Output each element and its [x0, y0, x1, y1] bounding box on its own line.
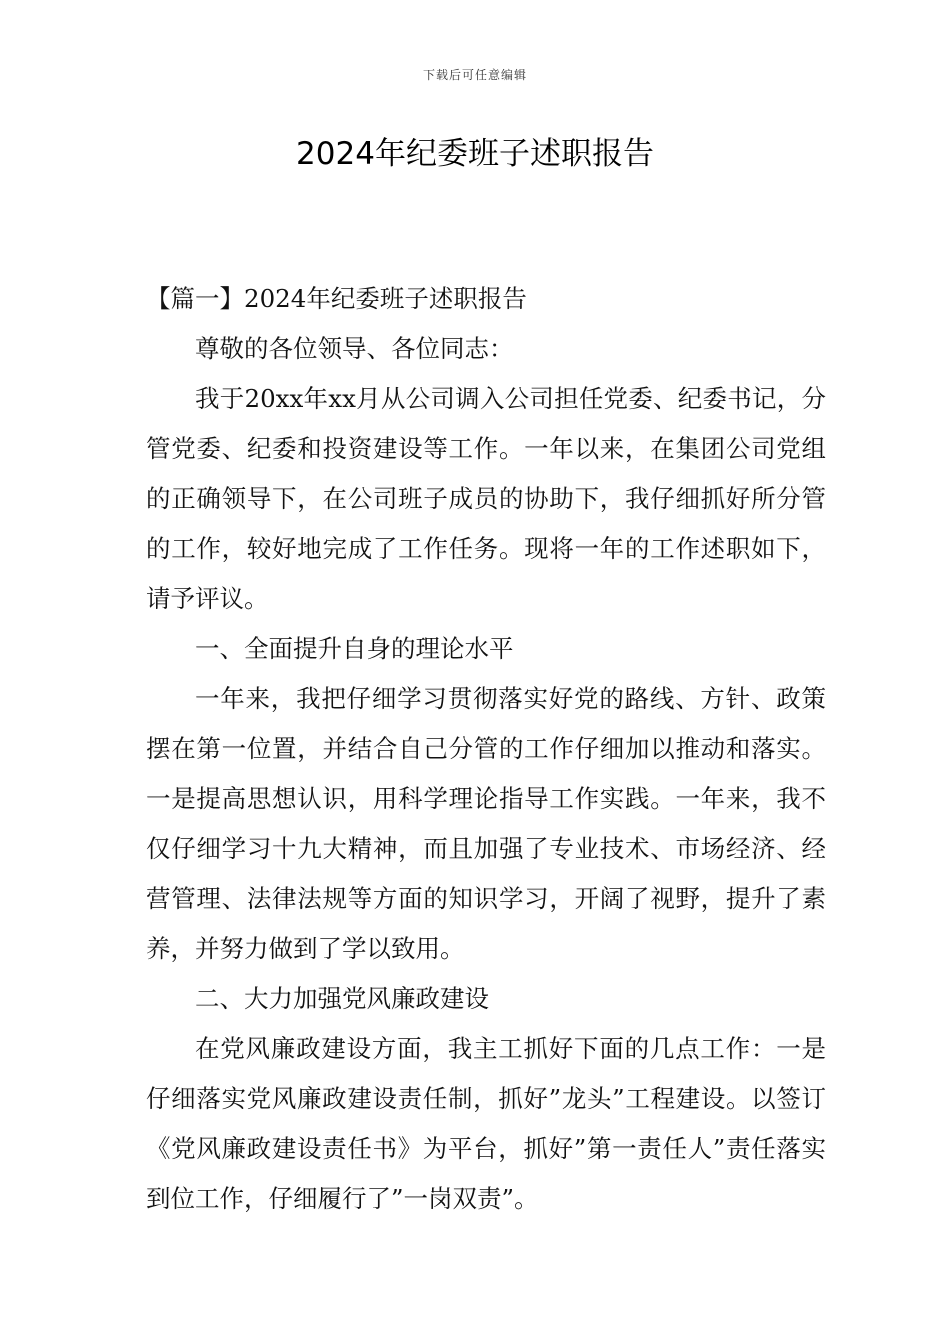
body-paragraph: 在党风廉政建设方面，我主工抓好下面的几点工作：一是仔细落实党风廉政建设责任制，抓好”龙头”工程建设。以签订《党风廉政建设责任书》为平台，抓好”第一责任人”责任落实到位工作，仔细履行了”一岗双责”。: [146, 1034, 826, 1213]
document-body: [146, 274, 826, 1224]
subheading-two: 二、大力加强党风廉政建设: [195, 984, 489, 1013]
document-title: 2024年纪委班子述职报告: [296, 136, 654, 172]
section-heading: 【篇一】2024年纪委班子述职报告: [146, 284, 527, 313]
salutation: 尊敬的各位领导、各位同志：: [195, 334, 514, 363]
body-paragraph: 一年来，我把仔细学习贯彻落实好党的路线、方针、政策摆在第一位置，并结合自己分管的工作仔细加以推动和落实。一是提高思想认识，用科学理论指导工作实践。一年来，我不仅仔细学习十九大精神，而且加强了专业技术、市场经济、经营管理、法律法规等方面的知识学习，开阔了视野，提升了素养，并努力做到了学以致用。: [146, 684, 826, 963]
subheading-one: 一、全面提升自身的理论水平: [195, 634, 514, 663]
intro-paragraph: 我于20xx年xx月从公司调入公司担任党委、纪委书记，分管党委、纪委和投资建设等工作。一年以来，在集团公司党组的正确领导下，在公司班子成员的协助下，我仔细抓好所分管的工作，较好地完成了工作任务。现将一年的工作述职如下，请予评议。: [146, 384, 826, 613]
header-note: 下载后可任意编辑: [422, 68, 527, 82]
